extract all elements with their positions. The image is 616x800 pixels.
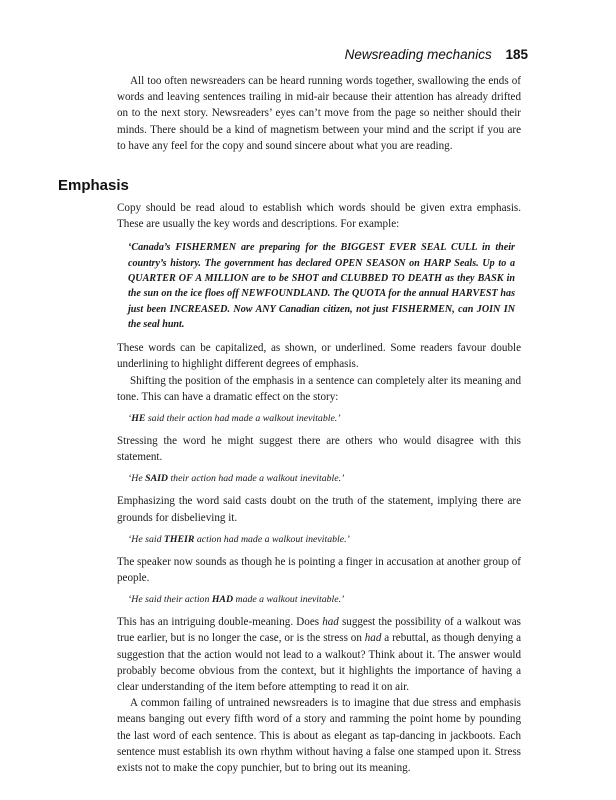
example-said: ‘He SAID their action had made a walkout inevitable.’ — [128, 473, 345, 485]
section-heading: Emphasis — [58, 177, 129, 194]
intro-block — [117, 73, 521, 154]
said-explanation: Emphasizing the word said casts doubt on the truth of the statement, implying there are grounds for disbelieving it. — [117, 495, 521, 524]
emphasis-intro-paragraph: Copy should be read aloud to establish which words should be given extra emphasis. These are usually the key words and descriptions. For example: — [117, 202, 521, 231]
their-explanation: The speaker now sounds as though he is pointing a finger in accusation at another group of people. — [117, 555, 521, 585]
emphasized-word: HE — [131, 413, 146, 424]
had-explanation: This has an intriguing double-meaning. Does had suggest the possibility of a walkout was true earlier, but is no longer the case, or is the stress on had a rebuttal, as though denying a suggestion that the action would not lead to a walkout? Think about it. The answer would probably become obvious from the context, but it highlights the importance of having a clear understanding of the item before attempting to read it on air. — [117, 616, 521, 694]
emphasized-word: HAD — [211, 594, 234, 606]
emphasized-word: THEIR — [163, 533, 195, 545]
example-had: ‘He said their action HAD made a walkout inevitable.’ — [128, 594, 345, 606]
emphasized-word: SAID — [145, 473, 169, 485]
he-explanation: Stressing the word he might suggest there are others who would disagree with this statement. — [117, 435, 521, 464]
emphasis-section — [117, 200, 521, 776]
running-title: Newsreading mechanics — [344, 47, 492, 62]
shifting-paragraph: Shifting the position of the emphasis in a sentence can completely alter its meaning and tone. This can have a dramatic effect on the story: — [117, 374, 521, 403]
failing-paragraph: A common failing of untrained newsreaders is to imagine that due stress and emphasis means banging out every fifth word of a story and ramming the point home by pounding the last word of each sentence. This is about as elegant as tap-dancing in jackboots. Each sentence must establish its own rhythm without having a false one stamped upon it. Stress exists not to make the copy punchier, but to bring out its meaning. — [117, 697, 521, 775]
example-he: ‘HE said their action had made a walkout inevitable.’ — [128, 413, 341, 424]
capitalized-paragraph: These words can be capitalized, as shown, or underlined. Some readers favour double underlining to highlight different degrees of emphasis. — [117, 342, 521, 371]
page-number: 185 — [505, 47, 528, 62]
example-their: ‘He said THEIR action had made a walkout inevitable.’ — [128, 533, 350, 545]
example-quote-block: ‘Canada’s FISHERMEN are preparing for the BIGGEST EVER SEAL CULL in their country’s history. The government has declared OPEN SEASON on HARP Seals. Up to a QUARTER OF A MILLION are to be SHOT and CLUBBED TO DEATH as they BASK in the sun on the ice floes off NEWFOUNDLAND. The QUOTA for the annual HARVEST has just been INCREASED. Now ANY Canadian citizen, not just FISHERMEN, can JOIN IN the seal hunt. — [128, 242, 515, 330]
intro-paragraph: All too often newsreaders can be heard running words together, swallowing the ends of words and leaving sentences trailing in mid-air because their attention has already drifted on to the next story. Newsreaders’ eyes can’t move from the page so neither should their minds. There should be a kind of magnetism between your mind and the script if you are to have any feel for the copy and sound sincere about what you are reading. — [117, 75, 521, 152]
running-header — [345, 47, 528, 62]
